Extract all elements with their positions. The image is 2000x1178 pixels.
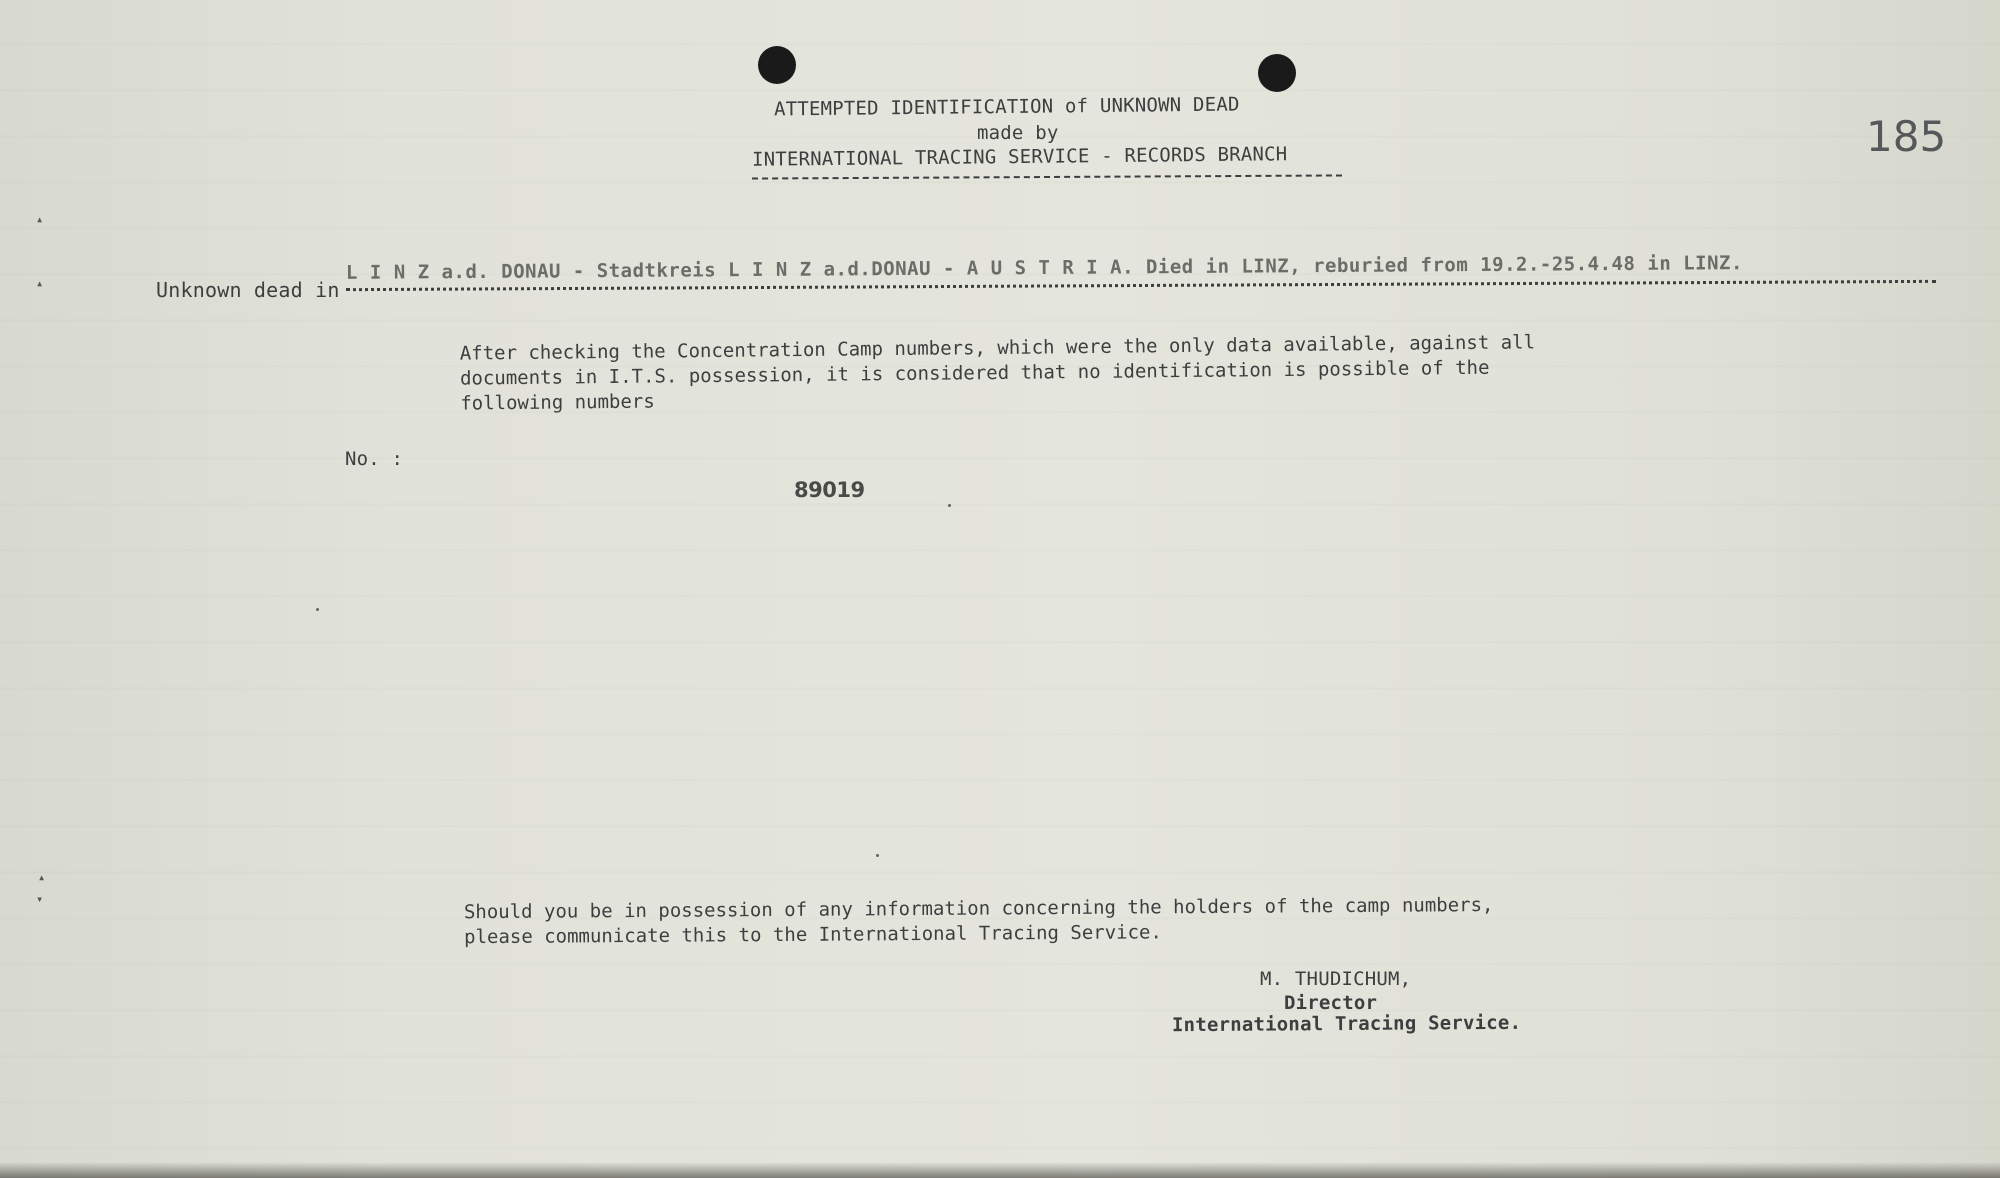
margin-mark: ▴	[36, 212, 44, 226]
punch-hole	[1258, 54, 1296, 92]
paper-speck	[876, 854, 879, 857]
identification-statement: After checking the Concentration Camp numbers, which were the only data available, against all documents in I.T.S. possession, it is considered that no identification is possible of the following numbers	[459, 331, 1536, 415]
signatory-title: Director	[1284, 992, 1378, 1014]
paper-speck	[948, 504, 951, 507]
header-underline	[752, 174, 1342, 179]
punch-hole	[758, 46, 796, 84]
margin-mark: ▾	[36, 892, 44, 906]
margin-mark: ▴	[36, 276, 44, 290]
page-number: 185	[1866, 112, 1947, 161]
issuing-branch: INTERNATIONAL TRACING SERVICE - RECORDS BRANCH	[751, 143, 1288, 171]
camp-number: 89019	[794, 478, 865, 502]
document-subtitle: made by	[977, 122, 1059, 144]
number-label: No. :	[345, 448, 404, 470]
document-title: ATTEMPTED IDENTIFICATION of UNKNOWN DEAD	[773, 93, 1240, 121]
margin-mark: ▴	[38, 870, 46, 884]
closing-request: Should you be in possession of any information concerning the holders of the camp numbers, please communicate this to the International Tracing Service.	[463, 894, 1494, 949]
signatory-organization: International Tracing Service.	[1171, 1011, 1522, 1037]
paper-speck	[316, 608, 319, 611]
unknown-dead-label: Unknown dead in	[156, 278, 340, 302]
signatory-name: M. THUDICHUM,	[1260, 968, 1412, 990]
burial-location: L I N Z a.d. DONAU - Stadtkreis L I N Z a.d.DONAU - A U S T R I A. Died in LINZ, reburied from 19.2.-25.4.48 in LINZ.	[345, 252, 1743, 284]
